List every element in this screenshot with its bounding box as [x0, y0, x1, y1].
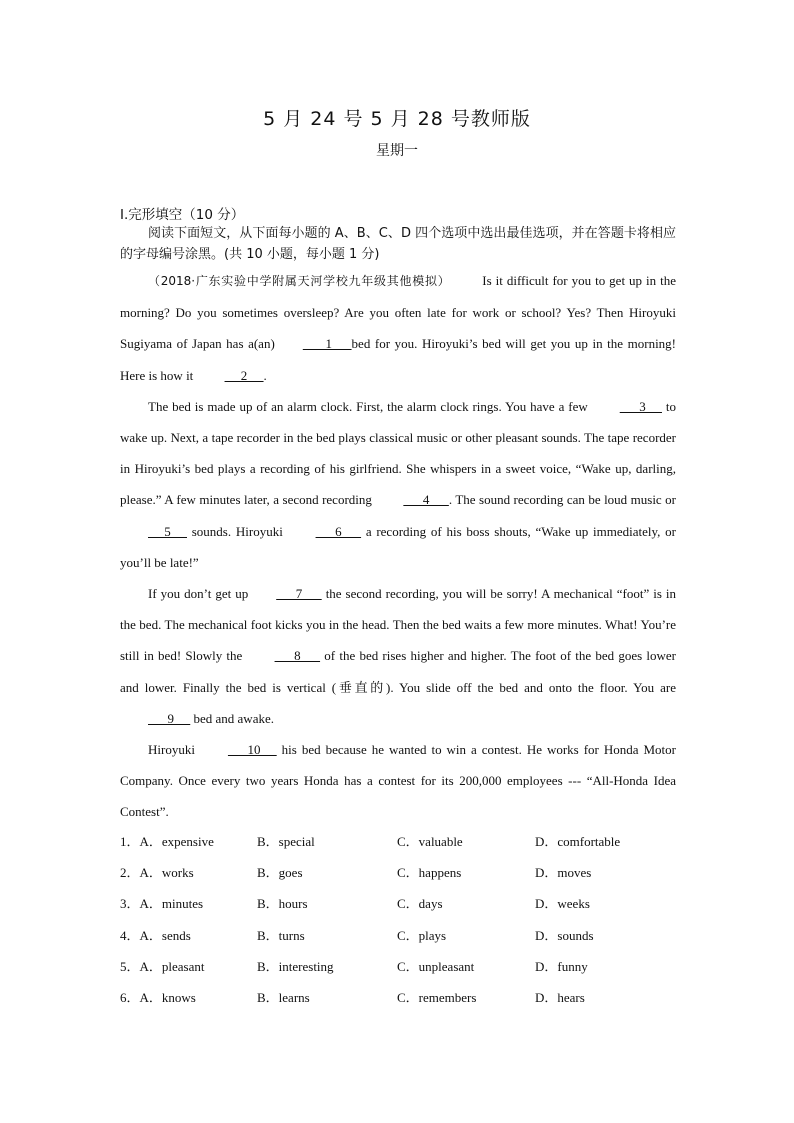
- page-title: 5 月 24 号 5 月 28 号教师版: [263, 108, 531, 130]
- section-heading: I.完形填空（10 分）: [120, 207, 245, 223]
- paragraph-text: The bed is made up of an alarm clock. First, the alarm clock rings. You have a few: [148, 398, 588, 414]
- blank-5: 5: [148, 523, 187, 539]
- paragraph-text: of the bed rises higher and higher. The foot of the bed goes lower and lower. Finally the bed is vertical (垂直的). You slide off the bed and onto the floor. You are: [120, 648, 677, 695]
- option-d: D．weeks: [535, 896, 590, 912]
- paragraph-text: If you don’t get up: [148, 586, 249, 602]
- option-a: 2．A．works: [120, 865, 194, 881]
- option-b: B．goes: [257, 865, 303, 881]
- blank-9: 9: [148, 710, 191, 726]
- option-c: C．days: [397, 896, 443, 912]
- question-row: [120, 887, 680, 918]
- paragraph-text: the second recording, you will be sorry! A mechanical “foot” is in the bed. The mechanical foot kicks you in the head. Then the bed waits a few more minutes. What! You’re still in bed! Slowly the: [120, 586, 677, 664]
- paragraph-text: bed for you. Hiroyuki’s bed will get you up in the morning! Here is how it: [120, 336, 677, 383]
- option-c: C．valuable: [397, 834, 463, 849]
- option-a: 5．A．pleasant: [120, 958, 205, 974]
- option-a: 3．A．minutes: [120, 896, 204, 912]
- option-a: 4．A．sends: [120, 927, 191, 943]
- option-b: B．turns: [257, 927, 305, 943]
- option-c: C．plays: [397, 927, 447, 943]
- paragraph-1: [120, 265, 676, 391]
- blank-1: 1: [302, 336, 352, 352]
- option-c: C．happens: [397, 865, 462, 881]
- option-c: C．remembers: [397, 989, 477, 1005]
- cloze-passage: [120, 265, 676, 828]
- passage-source: （2018·广东实验中学附属天河学校九年级其他模拟）: [148, 274, 451, 288]
- blank-6: 6: [315, 523, 362, 539]
- blank-10: 10: [227, 742, 277, 758]
- option-d: D．moves: [535, 865, 592, 881]
- question-row: [120, 981, 680, 1012]
- answer-options: [120, 825, 680, 1012]
- blank-2: 2: [224, 367, 264, 383]
- option-a: 1．A．expensive: [120, 834, 214, 849]
- section-instruction: 阅读下面短文，从下面每小题的 A、B、C、D 四个选项中选出最佳选项，并在答题卡将相应的字母编号涂黑。(共 10 小题，每小题 1 分): [120, 226, 676, 262]
- blank-3: 3: [619, 398, 662, 414]
- paragraph-text: bed and awake.: [193, 710, 274, 726]
- paragraph-2: [120, 391, 676, 578]
- option-b: B．special: [257, 834, 315, 849]
- question-row: [120, 919, 680, 950]
- option-d: D．funny: [535, 958, 588, 974]
- blank-7: 7: [276, 586, 322, 602]
- option-c: C．unpleasant: [397, 958, 475, 974]
- paragraph-text: . The sound recording can be loud music or: [448, 492, 677, 508]
- option-d: D．hears: [535, 989, 585, 1005]
- paragraph-4: [120, 734, 676, 828]
- blank-8: 8: [274, 648, 321, 664]
- paragraph-text: a recording of his boss shouts, “Wake up immediately, or you’ll be late!”: [120, 523, 676, 570]
- page-subtitle: 星期一: [376, 143, 418, 159]
- question-row: [120, 950, 680, 981]
- paragraph-text: his bed because he wanted to win a contest. He works for Honda Motor Company. Once every two years Honda has a contest for its 200,000 employees --- “All-Honda Idea Contest”.: [120, 742, 676, 820]
- paragraph-text: to wake up. Next, a tape recorder in the bed plays classical music or other pleasant sounds. The tape recorder in Hiroyuki’s bed plays a recording of his girlfriend. She whispers in a sweet voice, “Wake up, darling, please.” A few minutes later, a second recording: [120, 398, 677, 508]
- option-b: B．learns: [257, 989, 310, 1005]
- paragraph-text: Hiroyuki: [148, 742, 195, 758]
- paragraph-text: sounds. Hiroyuki: [191, 523, 283, 539]
- blank-4: 4: [403, 492, 449, 508]
- question-row: [120, 856, 680, 887]
- option-d: D．sounds: [535, 927, 594, 943]
- paragraph-text: Is it difficult for you to get up in the morning? Do you sometimes oversleep? Are you often late for work or school? Yes? Then Hiroyuki Sugiyama of Japan has a(an): [120, 273, 677, 352]
- paragraph-text: .: [263, 367, 267, 383]
- option-a: 6．A．knows: [120, 989, 196, 1005]
- paragraph-3: [120, 578, 676, 734]
- option-d: D．comfortable: [535, 834, 621, 849]
- question-row: [120, 825, 680, 856]
- option-b: B．hours: [257, 896, 308, 912]
- option-b: B．interesting: [257, 958, 334, 974]
